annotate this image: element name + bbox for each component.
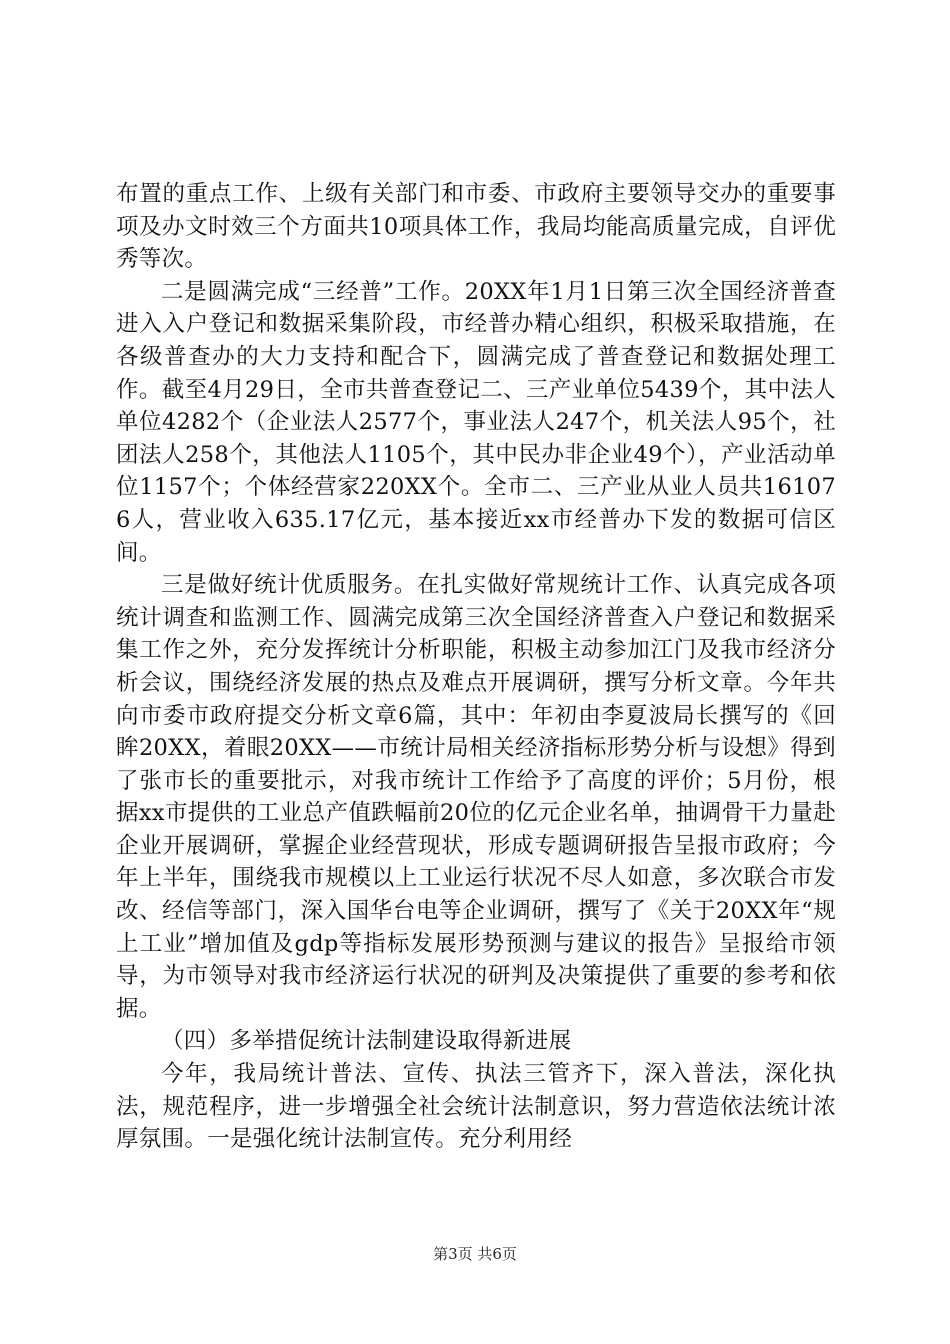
paragraph-statistical-service: 三是做好统计优质服务。在扎实做好常规统计工作、认真完成各项统计调查和监测工作、圆满完成第三次全国经济普查入户登记和数据采集工作之外，充分发挥统计分析职能，积极主动参加江门及我市经济分析会议，围绕经济发展的热点及难点开展调研，撰写分析文章。今年共向市委市政府提交分析文章6篇，其中：年初由李夏波局长撰写的《回眸20XX，着眼20XX——市统计局相关经济指标形势分析与设想》得到了张市长的重要批示，对我市统计工作给予了高度的评价；5月份，根据xx市提供的工业总产值跌幅前20位的亿元企业名单，抽调骨干力量赴企业开展调研，掌握企业经营现状，形成专题调研报告呈报市政府；今年上半年，围绕我市规模以上工业运行状况不尽人如意，多次联合市发改、经信等部门，深入国华台电等企业调研，撰写了《关于20XX年“规上工业”增加值及gdp等指标发展形势预测与建议的报告》呈报给市领导，为市领导对我市经济运行状况的研判及决策提供了重要的参考和依据。 bbox=[116, 572, 836, 1022]
paragraph-legal-publicity: 今年，我局统计普法、宣传、执法三管齐下，深入普法，深化执法，规范程序，进一步增强全社会统计法制意识，努力营造依法统计浓厚氛围。一是强化统计法制宣传。充分利用经 bbox=[116, 1061, 836, 1153]
section-heading-legal-construction: （四）多举措促统计法制建设取得新进展 bbox=[161, 1028, 572, 1055]
paragraph-continuation: 布置的重点工作、上级有关部门和市委、市政府主要领导交办的重要事项及办文时效三个方面共10项具体工作，我局均能高质量完成，自评优秀等次。 bbox=[116, 181, 836, 273]
document-body bbox=[116, 178, 836, 1156]
paragraph-economic-census: 二是圆满完成“三经普”工作。20XX年1月1日第三次全国经济普查进入入户登记和数据采集阶段，市经普办精心组织，积极采取措施，在各级普查办的大力支持和配合下，圆满完成了普查登记和数据处理工作。截至4月29日，全市共普查登记二、三产业单位5439个，其中法人单位4282个（企业法人2577个，事业法人247个，机关法人95个，社团法人258个，其他法人1105个，其中民办非企业49个），产业活动单位1157个；个体经营家220XX个。全市二、三产业从业人员共161076人，营业收入635.17亿元，基本接近xx市经普办下发的数据可信区间。 bbox=[116, 278, 836, 566]
page-number-footer: 第3页 共6页 bbox=[433, 1245, 517, 1263]
